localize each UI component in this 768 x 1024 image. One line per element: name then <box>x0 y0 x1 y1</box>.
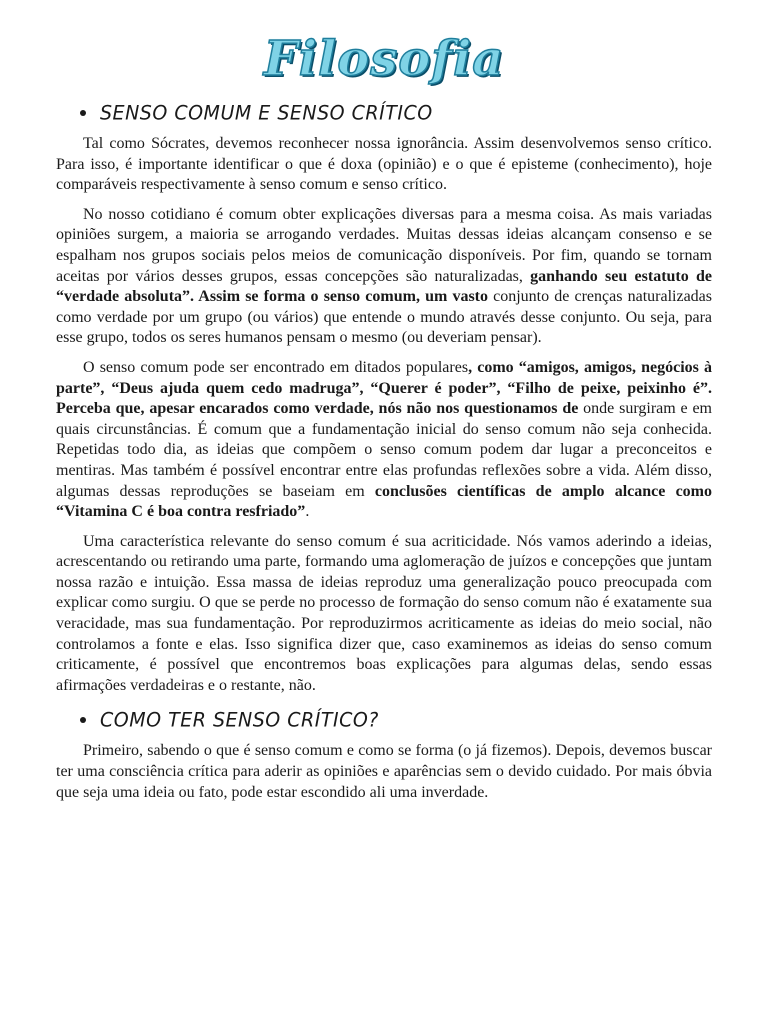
page-title: Filosofia <box>263 31 505 87</box>
text-run: No nosso cotidiano é comum obter explicações diversas para a mesma coisa. As mais variadas opiniões surgem, a maioria se arrogando verdades. Muitas dessas ideias alcançam consenso e se espalham nos grupos sociais pelos meios de comunicação disponíveis. Por fim, quando se tornam aceitas por vários desses grupos, essas concepções são naturalizadas, <box>56 205 712 285</box>
section-heading-text: COMO TER SENSO CRÍTICO? <box>100 708 379 732</box>
section-heading <box>56 705 712 735</box>
section-heading <box>56 98 712 128</box>
text-run: . <box>305 503 310 521</box>
paragraph <box>56 205 712 349</box>
paragraph <box>56 358 712 523</box>
section-senso-comum <box>56 98 712 696</box>
text-run: Primeiro, sabendo o que é senso comum e como se forma (o já fizemos). Depois, devemos buscar ter uma consciência crítica para aderir as opiniões e aparências sem o devido cuidado. Por mais óbvia que seja uma ideia ou fato, pode estar escondido ali uma inverdade. <box>56 742 712 801</box>
bullet-icon <box>80 110 86 116</box>
text-run: Uma característica relevante do senso comum é sua acriticidade. Nós vamos aderindo a ideias, acrescentando ou retirando uma parte, formando uma aglomeração de juízos e concepções que juntam nossa razão e intuição. Essa massa de ideias reproduz uma generalização pouco preocupada com explicar como surgiu. O que se perde no processo de formação do senso comum não é exatamente sua veracidade, mas sua fundamentação. Por reproduzirmos acriticamente as ideias do meio social, não controlamos a fonte e elas. Isso significa dizer que, caso examinemos as ideias do senso comum criticamente, é possível que encontremos boas explicações para algumas delas, sendo essas afirmações verdadeiras e o restante, não. <box>56 532 712 694</box>
text-run: Tal como Sócrates, devemos reconhecer nossa ignorância. Assim desenvolvemos senso crítico. Para isso, é importante identificar o que é doxa (opinião) e o que é episteme (conhecimento), hoje comparáveis respectivamente à senso comum e senso crítico. <box>56 135 712 194</box>
paragraph <box>56 532 712 697</box>
paragraph <box>56 134 712 196</box>
bold-text-run: ganhando seu estatuto de “verdade absoluta”. Assim se forma o senso comum, um vasto <box>56 267 713 306</box>
paragraph <box>56 741 712 803</box>
bold-text-run: , como “amigos, amigos, negócios à parte”, “Deus ajuda quem cedo madruga”, “Querer é poder”, “Filho de peixe, peixinho é”. Perceba que, apesar encarados como verdade, nós não nos questionamos de <box>56 358 713 418</box>
bullet-icon <box>80 717 86 723</box>
section-senso-critico <box>56 705 712 803</box>
section-heading-text: SENSO COMUM E SENSO CRÍTICO <box>100 101 433 125</box>
bold-text-run: conclusões científicas de amplo alcance como “Vitamina C é boa contra resfriado” <box>56 482 713 521</box>
text-run: conjunto de crenças naturalizadas como verdade por um grupo (ou vários) que entende o mundo através desse conjunto. Ou seja, para esse grupo, todos os seres humanos pensam o mesmo (ou deveriam pensar). <box>56 288 712 347</box>
text-run: O senso comum pode ser encontrado em ditados populares <box>83 358 469 376</box>
text-run: onde surgiram e em quais circunstâncias. É comum que a fundamentação inicial do senso comum não seja conhecida. Repetidas todo dia, as ideias que compõem o senso comum podem dar lugar a preconceitos e mentiras. Mas também é possível encontrar entre elas profundas reflexões sobre a vida. Além disso, algumas dessas reproduções se baseiam em <box>56 400 712 500</box>
